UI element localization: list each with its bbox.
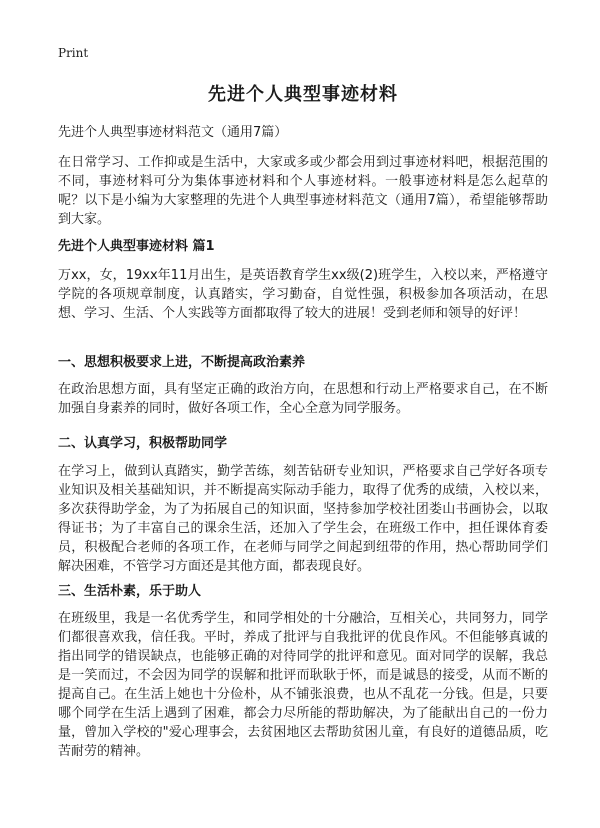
page-title: 先进个人典型事迹材料 (208, 84, 398, 105)
paragraph-3: 在学习上，做到认真踏实，勤学苦练，刻苦钻研专业知识，严格要求自己学好各项专业知识及相关基础知识，并不断提高实际动手能力，取得了优秀的成绩，入校以来，多次获得助学金，为了为拓展自己的知识面，坚持参加学校社团娄山书画协会，以取得证书；为了丰富自己的课余生活，还加入了学生会，在班级工作中，担任课体育委员，积极配合老师的各项工作，在老师与同学之间起到纽带的作用，热心帮助同学们解决困难，不管学习方面还是其他方面，都表现良好。 (58, 464, 548, 574)
intro-paragraph: 在日常学习、工作抑或是生活中，大家或多或少都会用到过事迹材料吧，根据范围的不同，事迹材料可分为集体事迹材料和个人事迹材料。一般事迹材料是怎么起草的呢？以下是小编为大家整理的先进个人典型事迹材料范文（通用7篇），希望能够帮助到大家。 (58, 155, 548, 227)
paragraph-1: 万xx，女，19xx年11月出生，是英语教育学生xx级(2)班学生，入校以来，严格遵守学院的各项规章制度，认真踏实，学习勤奋，自觉性强，积极参加各项活动，在思想、学习、生活、个人实践等方面都取得了较大的进展！受到老师和领导的好评！ (58, 268, 548, 321)
section-title: 先进个人典型事迹材料 篇1 (58, 239, 215, 254)
heading-1: 一、思想积极要求上进，不断提高政治素养 (58, 355, 306, 370)
subtitle: 先进个人典型事迹材料范文（通用7篇） (58, 125, 288, 140)
paragraph-4: 在班级里，我是一名优秀学生，和同学相处的十分融洽，互相关心，共同努力，同学们都很喜欢我，信任我。平时，养成了批评与自我批评的优良作风。不但能够真诚的指出同学的错误缺点，也能够正确的对待同学的批评和意见。面对同学的误解，我总是一笑而过，不会因为同学的误解和批评而耿耿于怀，而是诚恳的接受，从而不断的提高自己。在生活上她也十分俭朴，从不铺张浪费，也从不乱花一分钱。但是，只要哪个同学在生活上遇到了困难，都会力尽所能的帮助解决，为了能献出自己的一份力量，曾加入学校的"爱心理事会，去贫困地区去帮助贫困儿童，有良好的道德品质，吃苦耐劳的精神。 (58, 611, 548, 759)
heading-2: 二、认真学习，积极帮助同学 (58, 436, 228, 451)
print-link[interactable]: Print (58, 46, 89, 60)
paragraph-2: 在政治思想方面，具有坚定正确的政治方向，在思想和行动上严格要求自己，在不断加强自身素养的同时，做好各项工作，全心全意为同学服务。 (58, 382, 548, 416)
heading-3: 三、生活朴素，乐于助人 (58, 584, 202, 599)
